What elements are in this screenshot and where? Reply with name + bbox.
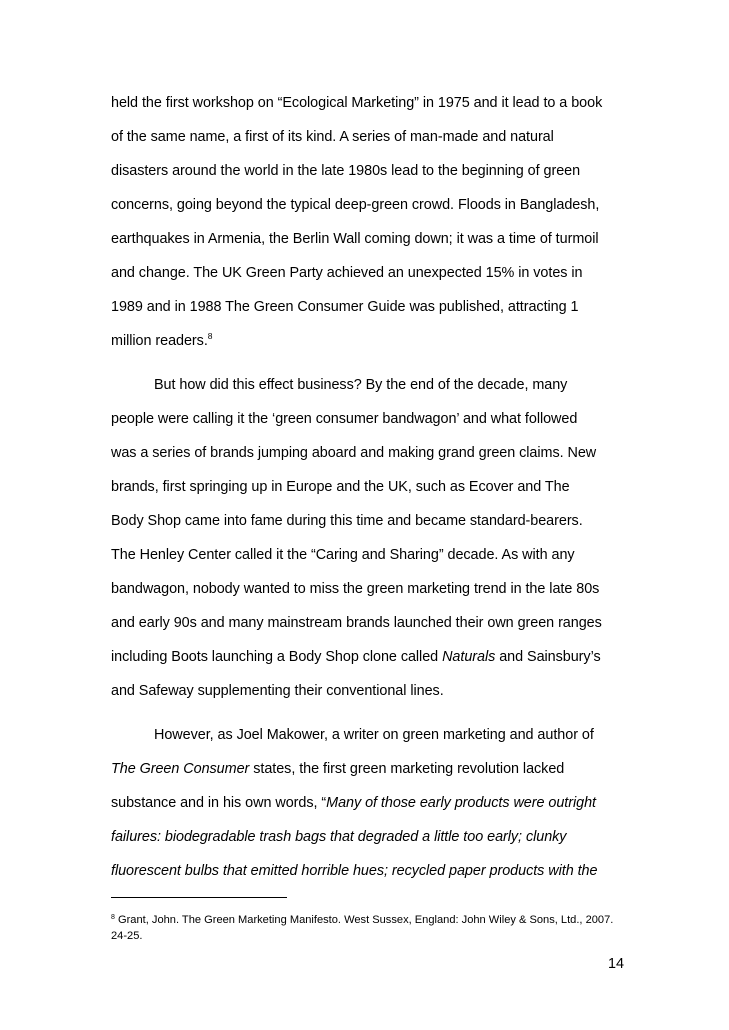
text-line: concerns, going beyond the typical deep-green crowd. Floods in Bangladesh, [111,197,600,213]
italic-title: The Green Consumer [111,761,250,777]
text-line: disasters around the world in the late 1980s lead to the beginning of green [111,163,581,179]
text-line: brands, first springing up in Europe and the UK, such as Ecover and The [111,479,570,495]
page-number: 14 [607,956,624,972]
paragraph-gap [111,708,623,718]
text-span: But how did this effect business? By the end of the decade, many [154,377,568,393]
footnote-reference[interactable]: 8 [207,331,213,341]
paragraph-3 [111,718,623,888]
footnote-separator [111,897,287,898]
paragraph-gap [111,358,623,368]
text-line: The Henley Center called it the “Caring and Sharing” decade. As with any [111,547,575,563]
text-line: held the first workshop on “Ecological Marketing” in 1975 and it lead to a book [111,95,603,111]
text-span: However, as Joel Makower, a writer on green marketing and author of [154,727,594,743]
text-line [111,820,623,854]
text-line [111,368,623,402]
text-line [111,752,623,786]
quotation-text: failures: biodegradable trash bags that degraded a little too early; clunky [111,829,567,845]
text-line [111,786,623,820]
text-line: 1989 and in 1988 The Green Consumer Guide was published, attracting 1 [111,299,579,315]
text-line [111,324,623,358]
paragraph-2 [111,368,623,708]
text-span: and Sainsbury’s [495,649,601,665]
footnote-line: 24-25. [111,930,143,942]
text-span: substance and in his own words, “ [111,795,327,811]
text-line: earthquakes in Armenia, the Berlin Wall coming down; it was a time of turmoil [111,231,599,247]
text-line: was a series of brands jumping aboard and making grand green claims. New [111,445,597,461]
text-line: and Safeway supplementing their conventional lines. [111,683,444,699]
text-span: including Boots launching a Body Shop clone called [111,649,443,665]
quotation-text: fluorescent bulbs that emitted horrible hues; recycled paper products with the [111,863,598,879]
paragraph-1 [111,86,623,358]
quotation-text: Many of those early products were outright [326,795,596,811]
text-line [111,718,623,752]
body-text [111,86,623,888]
text-line: of the same name, a first of its kind. A series of man-made and natural [111,129,554,145]
footnote-marker: 8 [111,914,115,921]
footnote-line [111,913,623,929]
text-line: and change. The UK Green Party achieved an unexpected 15% in votes in [111,265,583,281]
text-span: states, the first green marketing revolution lacked [249,761,565,777]
text-line: people were calling it the ‘green consumer bandwagon’ and what followed [111,411,578,427]
italic-title: Naturals [442,649,496,665]
text-line: and early 90s and many mainstream brands launched their own green ranges [111,615,602,631]
text-line [111,854,623,888]
text-line: bandwagon, nobody wanted to miss the green marketing trend in the late 80s [111,581,600,597]
footnote [111,913,623,944]
text-line [111,640,623,674]
text-line: Body Shop came into fame during this time and became standard-bearers. [111,513,583,529]
text-span: million readers. [111,333,208,349]
footnote-text: Grant, John. The Green Marketing Manifesto. West Sussex, England: John Wiley & Sons, Ltd., 2007. [114,914,614,926]
